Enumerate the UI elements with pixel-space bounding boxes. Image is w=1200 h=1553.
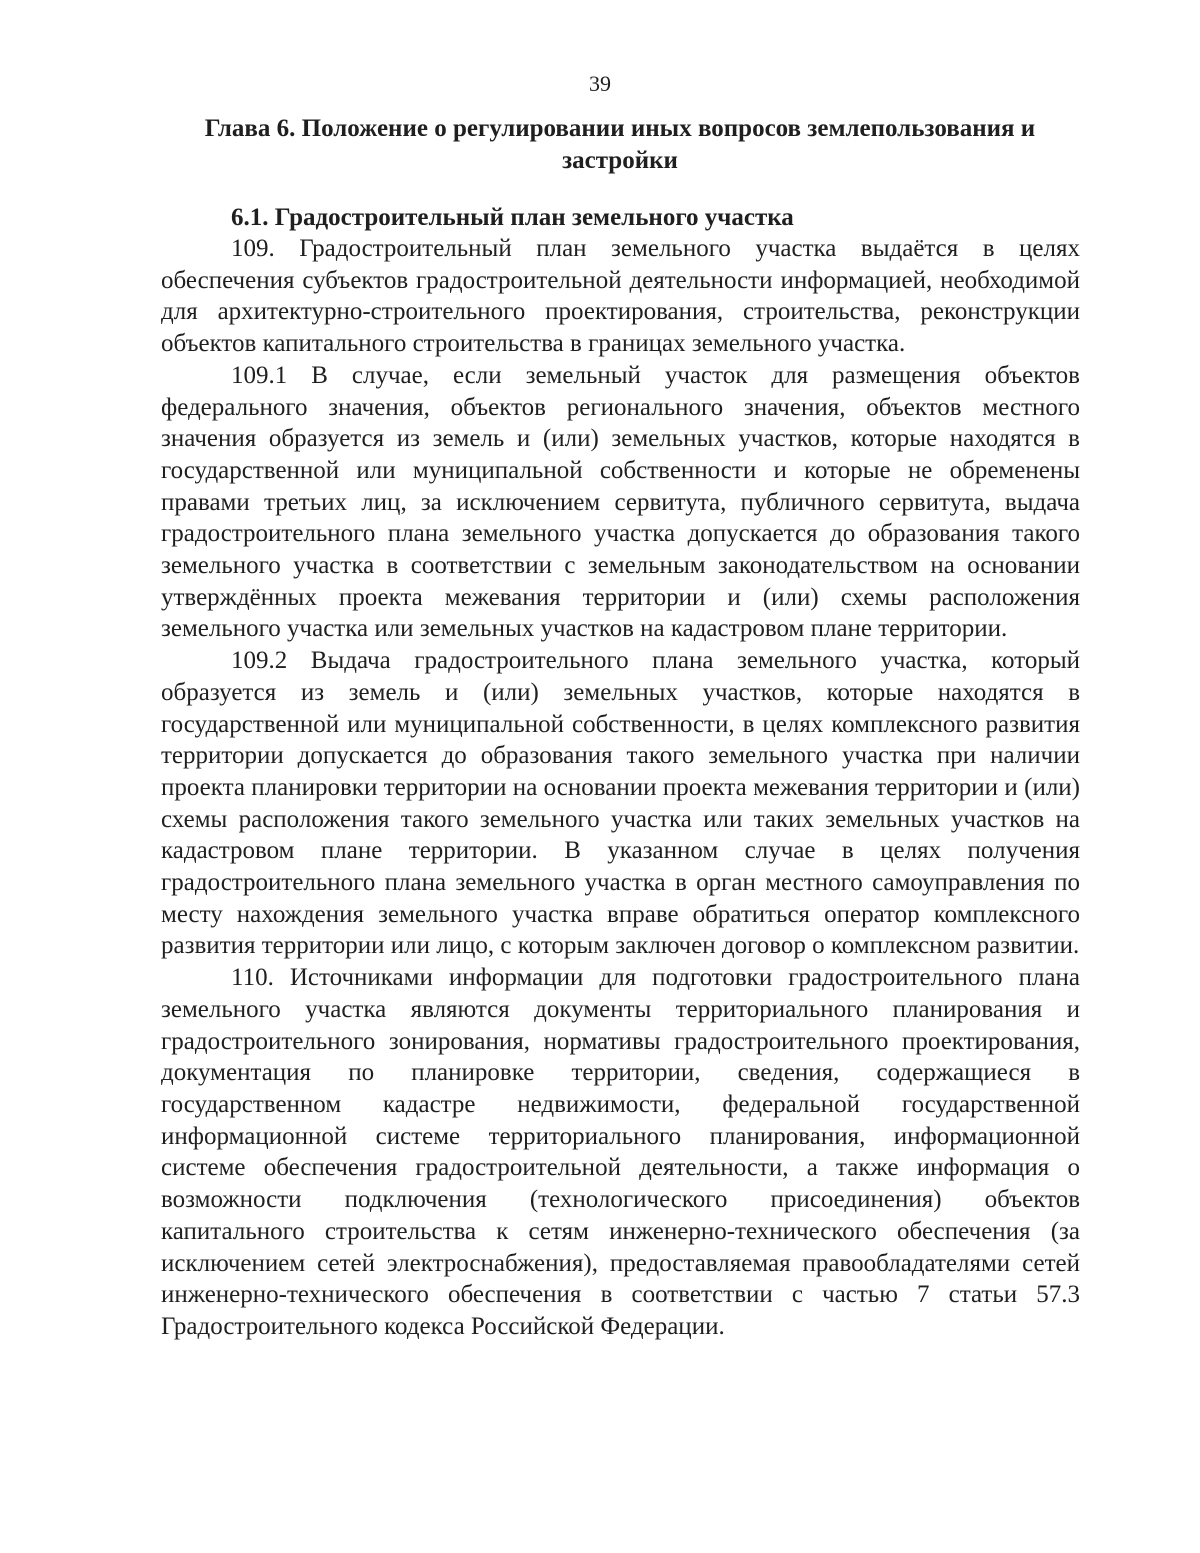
paragraph-109-1: 109.1 В случае, если земельный участок для размещения объектов федерального значения, объектов регионального значения, объектов местного значения образуется из земель и (или) земельных участков, которые находятся в государственной или муниципальной собственности и которые не обременены правами третьих лиц, за исключением сервитута, публичного сервитута, выдача градостроительного плана земельного участка допускается до образования такого земельного участка в соответствии с земельным законодательством на основании утверждённых проекта межевания территории и (или) схемы расположения земельного участка или земельных участков на кадастровом плане территории. — [161, 361, 1080, 643]
paragraph-109: 109. Градостроительный план земельного участка выдаётся в целях обеспечения субъектов градостроительной деятельности информацией, необходимой для архитектурно-строительного проектирования, строительства, реконструкции объектов капитального строительства в границах земельного участка. — [161, 235, 1080, 358]
paragraph-110: 110. Источниками информации для подготовки градостроительного плана земельного участка являются документы территориального планирования и градостроительного зонирования, нормативы градостроительного проектирования, документация по планировке территории, сведения, содержащиеся в государственном кадастре недвижимости, федеральной государственной информационной системе территориального планирования, информационной системе обеспечения градостроительной деятельности, а также информация о возможности подключения (технологического присоединения) объектов капитального строительства к сетям инженерно-технического обеспечения (за исключением сетей электроснабжения), предоставляемая правообладателями сетей инженерно-технического обеспечения в соответствии с частью 7 статьи 57.3 Градостроительного кодекса Российской Федерации. — [161, 964, 1080, 1340]
paragraph-109-2: 109.2 Выдача градостроительного плана земельного участка, который образуется из земель и (или) земельных участков, которые находятся в государственной или муниципальной собственности, в целях комплексного развития территории допускается до образования такого земельного участка при наличии проекта планировки территории на основании проекта межевания территории и (или) схемы расположения такого земельного участка или таких земельных участков на кадастровом плане территории. В указанном случае в целях получения градостроительного плана земельного участка в орган местного самоуправления по месту нахождения земельного участка вправе обратиться оператор комплексного развития территории или лицо, с которым заключен договор о комплексном развитии. — [161, 647, 1080, 960]
body-text — [161, 233, 1080, 1343]
chapter-title: Глава 6. Положение о регулировании иных вопросов землепользования и застройки — [204, 115, 1036, 174]
section-heading: 6.1. Градостроительный план земельного участка — [231, 204, 794, 231]
page-number: 39 — [589, 71, 611, 96]
